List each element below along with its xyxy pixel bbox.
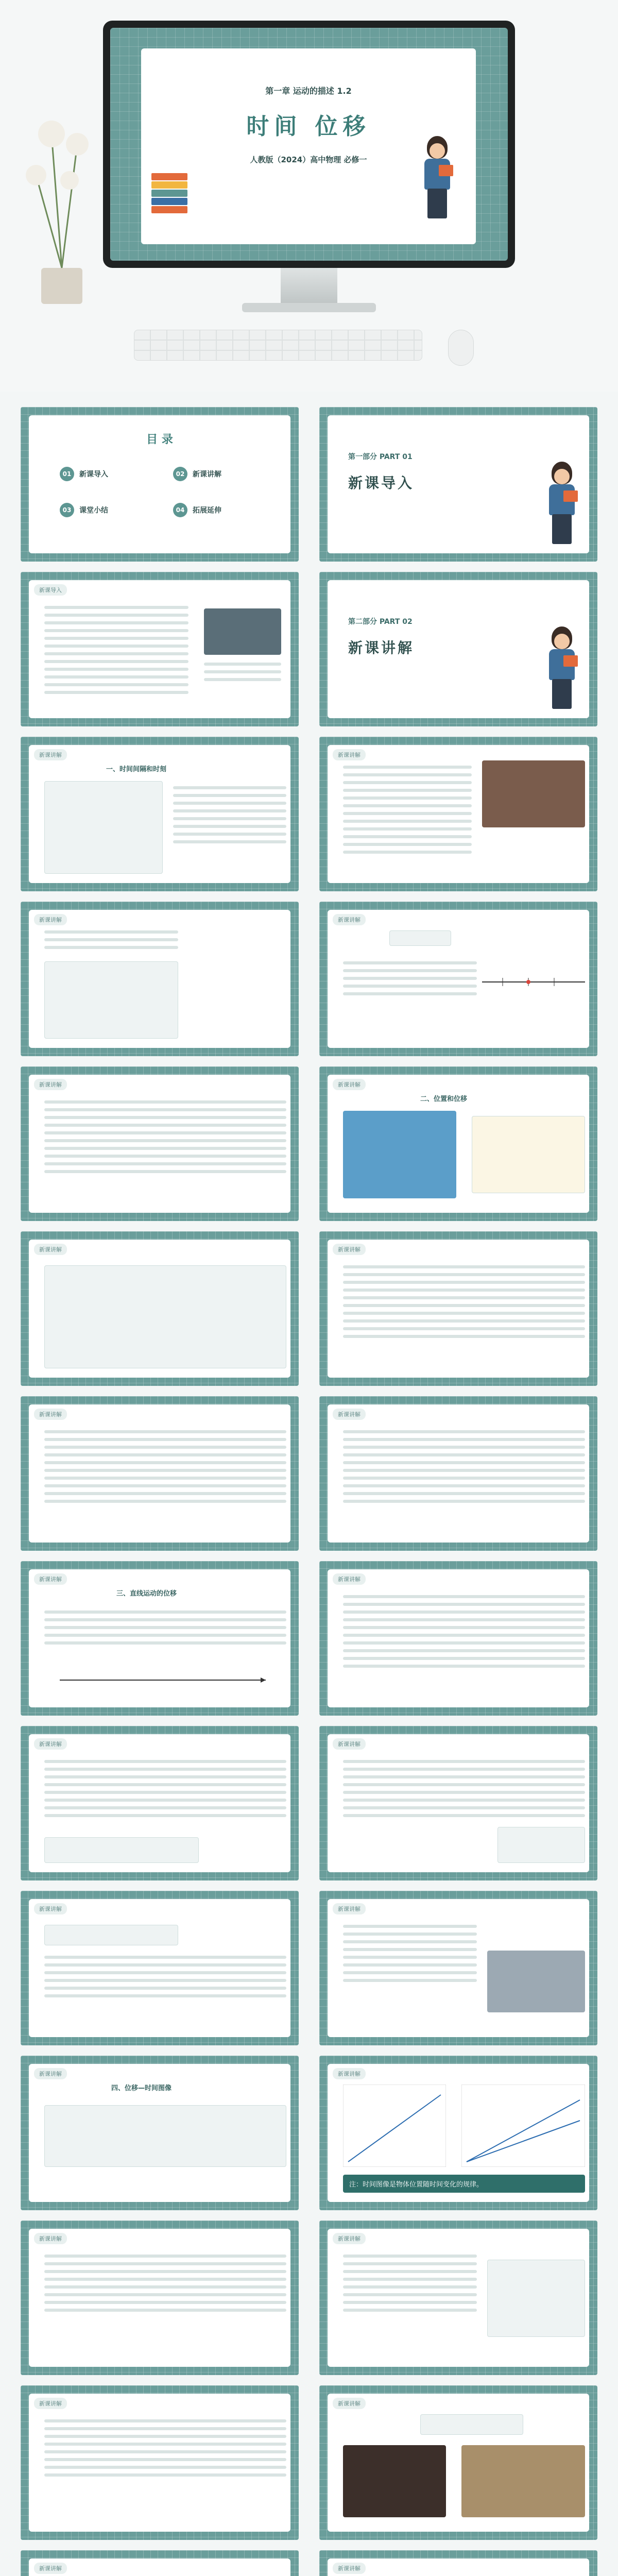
- toc-title: 目 录: [146, 433, 173, 446]
- toc-item-4[interactable]: [173, 503, 221, 517]
- slide-tag: 新课讲解: [333, 914, 366, 925]
- slide-tag: 新课讲解: [333, 1903, 366, 1914]
- slide-tag: 新课讲解: [333, 1079, 366, 1090]
- xt-graph-1: [343, 2084, 446, 2167]
- note-callout: 注：时间图像是物体位置随时间变化的规律。: [343, 2175, 585, 2193]
- slide-tag: 新课讲解: [34, 1903, 67, 1914]
- photo: [482, 760, 585, 827]
- slide-lecture-e: [319, 1231, 597, 1386]
- slide-lecture-m: [21, 2221, 299, 2375]
- cover-subtitle: 人教版（2024）高中物理 必修一: [250, 155, 367, 164]
- toc-num: 03: [60, 503, 74, 517]
- slide-tag: 新课讲解: [333, 2563, 366, 2574]
- text-block: [44, 1430, 286, 1507]
- slide-tag: 新课讲解: [333, 2068, 366, 2079]
- part-label: 第一部分 PART 01: [348, 453, 413, 461]
- slide-lecture-l: [319, 1891, 597, 2045]
- monitor-base: [242, 303, 376, 312]
- slide-lecture-h: [319, 1561, 597, 1716]
- boy-illustration: [544, 462, 580, 549]
- slide-lecture-f: [21, 1396, 299, 1551]
- text-block: [44, 2255, 286, 2316]
- slide-lecture-p: [319, 2385, 597, 2540]
- part-label: 第二部分 PART 02: [348, 618, 413, 626]
- toc-num: 01: [60, 467, 74, 481]
- monitor-stand: [281, 268, 337, 304]
- toc-item-2[interactable]: [173, 467, 221, 481]
- slide-tag: 新课讲解: [34, 2563, 67, 2574]
- slide-lecture-r: [319, 2550, 597, 2576]
- slide-lecture-line: [21, 1561, 299, 1716]
- figure-box: [497, 1827, 585, 1863]
- section-caption: 四、位移—时间图像: [111, 2084, 172, 2092]
- plant-decoration: [21, 103, 103, 309]
- cover-chapter: 第一章 运动的描述 1.2: [265, 86, 352, 96]
- slide-tag: 新课讲解: [34, 1738, 67, 1750]
- text-block: [343, 961, 477, 1000]
- monitor: [103, 21, 515, 268]
- mouse: [448, 330, 474, 366]
- figure-box: [44, 1925, 178, 1945]
- slide-part-02: [319, 572, 597, 726]
- slide-tag: 新课讲解: [34, 749, 67, 760]
- data-table: [44, 2105, 286, 2167]
- text-block: [173, 786, 286, 848]
- slide-part-01: [319, 407, 597, 562]
- section-caption: 二、位置和位移: [420, 1095, 468, 1103]
- axis-figure: [60, 1667, 266, 1693]
- slide-tag: 新课讲解: [34, 914, 67, 925]
- slide-toc: [21, 407, 299, 562]
- slide-tag: 新课讲解: [34, 2398, 67, 2409]
- slide-lecture-q: [21, 2550, 299, 2576]
- slide-lecture-j: [319, 1726, 597, 1880]
- slide-tag: 新课讲解: [333, 1244, 366, 1255]
- slide-lecture-n: [319, 2221, 597, 2375]
- toc-label: 拓展延伸: [193, 506, 221, 515]
- slide-lecture-time: [21, 737, 299, 891]
- toc-item-1[interactable]: [60, 467, 108, 481]
- section-caption: 三、直线运动的位移: [116, 1590, 177, 1598]
- text-block: [44, 1100, 286, 1178]
- slide-tag: 新课讲解: [34, 2068, 67, 2079]
- text-block: [44, 1760, 286, 1822]
- figure-box: [487, 2260, 585, 2337]
- toc-label: 新课讲解: [193, 470, 221, 479]
- text-block: [343, 1760, 585, 1822]
- slide-tag: 新课讲解: [34, 1244, 67, 1255]
- toc-label: 课堂小结: [79, 506, 108, 515]
- toc-label: 新课导入: [79, 470, 108, 479]
- number-line-figure: [482, 961, 585, 1003]
- slide-tag: 新课讲解: [333, 1409, 366, 1420]
- part-title: 新课导入: [348, 474, 415, 492]
- cover-title: 时间 位移: [246, 113, 371, 140]
- slide-tag: 新课讲解: [34, 1409, 67, 1420]
- slide-lecture-o: [21, 2385, 299, 2540]
- slide-tag: 新课讲解: [333, 1573, 366, 1585]
- slide-lecture-k: [21, 1891, 299, 2045]
- slide-lecture-chart: [319, 2056, 597, 2210]
- photo: [487, 1951, 585, 2012]
- part-title: 新课讲解: [348, 639, 415, 656]
- toc-num: 02: [173, 467, 187, 481]
- toc-num: 04: [173, 503, 187, 517]
- text-block: [343, 766, 472, 858]
- slide-tag: 新课讲解: [34, 1573, 67, 1585]
- photo: [343, 2445, 446, 2517]
- text-block: [343, 1595, 585, 1672]
- text-block: [343, 1925, 477, 1987]
- cover-card: [141, 48, 476, 244]
- slide-lecture-i: [21, 1726, 299, 1880]
- text-block: [44, 1956, 286, 2002]
- text-block: [44, 606, 188, 699]
- slide-lecture-c: [21, 1066, 299, 1221]
- boy-illustration: [419, 136, 455, 224]
- slide-lecture-a: [21, 902, 299, 1056]
- text-block: [343, 1430, 585, 1507]
- slide-lecture-d: [21, 1231, 299, 1386]
- slide-tag: 新课讲解: [34, 2233, 67, 2244]
- text-block: [204, 663, 281, 686]
- hero-mockup: [0, 0, 618, 392]
- slide-tag: 新课讲解: [333, 2398, 366, 2409]
- photo: [204, 608, 281, 655]
- note-box: [472, 1116, 585, 1193]
- text-block: [44, 1611, 286, 1649]
- map-image: [343, 1111, 456, 1198]
- keyboard: [134, 330, 422, 361]
- slide-tag: 新课讲解: [333, 749, 366, 760]
- slide-lecture-time-2: [319, 737, 597, 891]
- slide-lecture-g: [319, 1396, 597, 1551]
- slide-lecture-b: [319, 902, 597, 1056]
- toc-item-3[interactable]: [60, 503, 108, 517]
- text-block: [44, 2419, 286, 2481]
- slide-intro: [21, 572, 299, 726]
- table-image: [44, 961, 178, 1039]
- section-caption: 一、时间间隔和时刻: [106, 766, 167, 773]
- slide-tag: 新课导入: [34, 584, 67, 596]
- xt-graph-2: [461, 2084, 585, 2167]
- comparison-table: [44, 1265, 286, 1368]
- timetable-image: [44, 781, 163, 874]
- monitor-screen: [110, 28, 508, 261]
- label-box: [389, 930, 451, 946]
- slide-tag: 新课讲解: [34, 1079, 67, 1090]
- text-block: [343, 1265, 585, 1343]
- photo: [461, 2445, 585, 2517]
- slide-tag: 新课讲解: [333, 2233, 366, 2244]
- books-illustration: [151, 172, 187, 213]
- slide-lecture-graph: [21, 2056, 299, 2210]
- boy-illustration: [544, 626, 580, 714]
- text-block: [343, 2255, 477, 2316]
- text-block: [44, 930, 178, 954]
- slide-lecture-position: [319, 1066, 597, 1221]
- slide-tag: 新课讲解: [333, 1738, 366, 1750]
- figure-box: [44, 1837, 199, 1863]
- thought-bubble: [420, 2414, 523, 2435]
